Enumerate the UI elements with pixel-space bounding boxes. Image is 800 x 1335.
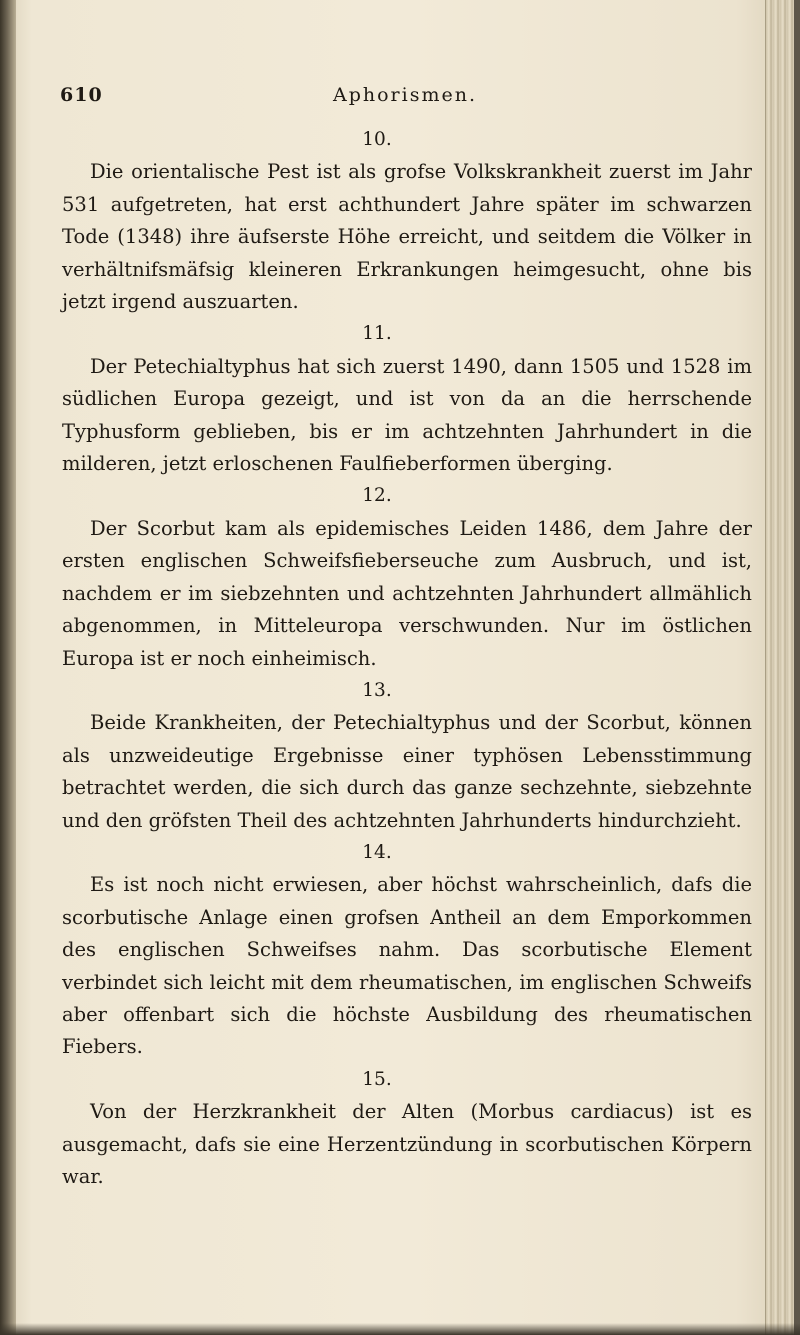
aphorism-number: 10. — [362, 129, 392, 150]
aphorism-number: 15. — [362, 1068, 392, 1090]
aphorism-text: Von der Herzkrankheit der Alten (Morbus cardiacus) ist es ausgemacht, dafs sie eine Herzentzündung in scorbutischen Körpern war. — [62, 1100, 752, 1188]
aphorism-number: 14. — [362, 841, 392, 863]
text-block — [62, 124, 752, 1193]
binding-edge — [0, 0, 16, 1335]
page-number: 610 — [60, 84, 103, 106]
aphorism-11 — [62, 318, 752, 480]
aphorism-text: Es ist noch nicht erwiesen, aber höchst wahrscheinlich, dafs die scorbutische Anlage einen grofsen Antheil an dem Emporkommen des englischen Schweifses nahm. Das scorbutische Element verbindet sich leicht mit dem rheumatischen, im englischen Schweifs aber offenbart sich die höchste Ausbildung des rheumatischen Fiebers. — [62, 873, 752, 1059]
aphorism-14 — [62, 837, 752, 1064]
running-head — [60, 84, 750, 114]
page-stack-edge — [765, 0, 800, 1335]
aphorism-text: Beide Krankheiten, der Petechialtyphus und der Scorbut, können als unzweideutige Ergebnisse einer typhösen Lebensstimmung betrachtet werden, die sich durch das ganze sechzehnte, siebzehnte und den gröfsten Theil des achtzehnten Jahrhunderts hindurchzieht. — [62, 711, 752, 832]
running-title: Aphorismen. — [332, 84, 477, 106]
aphorism-10 — [62, 124, 752, 318]
aphorism-text: Die orientalische Pest ist als grofse Volkskrankheit zuerst im Jahr 531 aufgetreten, hat erst achthundert Jahre später im schwarzen Tode (1348) ihre äufserste Höhe erreicht, und seitdem die Völker in verhältnifsmäfsig kleineren Erkrankungen heimgesucht, ohne bis jetzt irgend auszuarten. — [62, 160, 752, 314]
aphorism-13 — [62, 675, 752, 837]
book-spine — [794, 0, 800, 1335]
bottom-shadow — [0, 1323, 800, 1335]
aphorism-text: Der Scorbut kam als epidemisches Leiden 1486, dem Jahre der ersten englischen Schweifsfieberseuche zum Ausbruch, und ist, nachdem er im siebzehnten und achtzehnten Jahrhundert allmählich abgenommen, in Mitteleuropa verschwunden. Nur im östlichen Europa ist er noch einheimisch. — [62, 516, 752, 670]
aphorism-12 — [62, 480, 752, 674]
aphorism-number: 13. — [362, 679, 392, 701]
aphorism-number: 12. — [362, 485, 392, 507]
aphorism-number: 11. — [362, 323, 392, 345]
aphorism-15 — [62, 1064, 752, 1194]
aphorism-text: Der Petechialtyphus hat sich zuerst 1490, dann 1505 und 1528 im südlichen Europa gezeigt, und ist von da an die herrschende Typhusform geblieben, bis er im achtzehnten Jahrhundert in die milderen, jetzt erloschenen Faulfieberformen überging. — [62, 354, 752, 476]
